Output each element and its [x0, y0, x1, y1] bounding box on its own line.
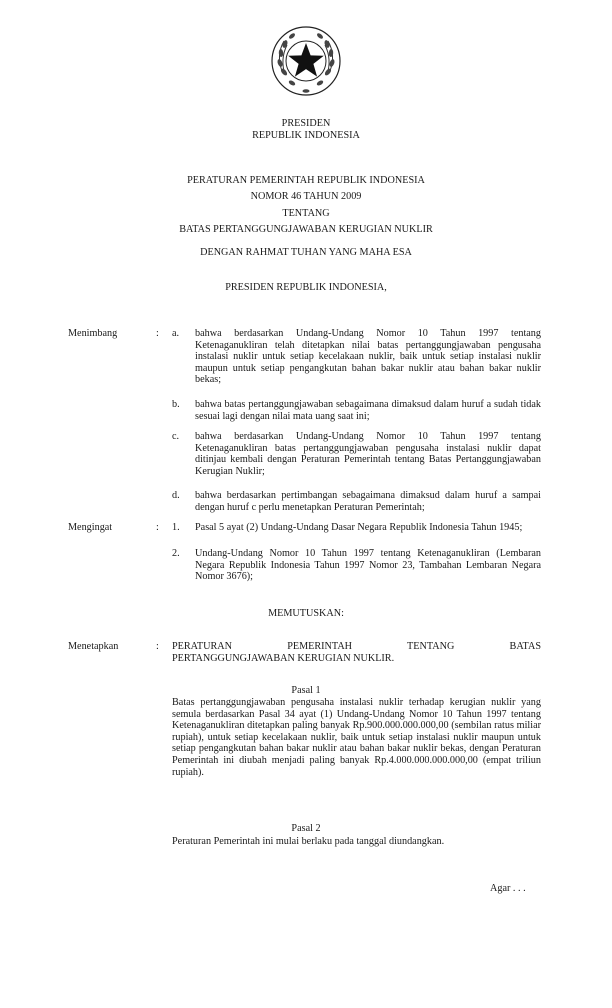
pasal-2-title: Pasal 2 [291, 823, 321, 834]
menimbang-marker-d: d. [172, 490, 180, 501]
pasal-1-title: Pasal 1 [291, 685, 321, 696]
title-peraturan: PERATURAN PEMERINTAH REPUBLIK INDONESIA [187, 175, 425, 186]
menimbang-item-d: bahwa berdasarkan pertimbangan sebagaimana dimaksud dalam huruf a sampai dengan huruf c perlu menetapkan Peraturan Pemerintah; [195, 490, 541, 513]
menimbang-marker-a: a. [172, 328, 180, 339]
menimbang-item-a: bahwa berdasarkan Undang-Undang Nomor 10 Tahun 1997 tentang Ketenaganukliran telah ditetapkan nilai batas pertanggungjawaban pengusaha instalasi nuklir untuk setiap kecelakaan nuklir, baik untuk setiap instalasi nuklir maupun untuk setiap pengangkutan bahan bakar nuklir atau bahan bakar nuklir bekas; [195, 328, 541, 386]
mengingat-colon: : [156, 522, 159, 533]
menimbang-marker-b: b. [172, 399, 180, 410]
header-republik-indonesia: REPUBLIK INDONESIA [252, 130, 360, 141]
title-tentang: TENTANG [282, 208, 330, 219]
menimbang-item-b: bahwa batas pertanggungjawaban sebagaimana dimaksud dalam huruf a sudah tidak sesuai lagi dengan nilai mata uang saat ini; [195, 399, 541, 422]
mengingat-label: Mengingat [68, 522, 113, 533]
presidential-star-emblem-icon [270, 25, 342, 97]
mengingat-item-1: Pasal 5 ayat (2) Undang-Undang Dasar Negara Republik Indonesia Tahun 1945; [195, 522, 523, 533]
mengingat-item-2: Undang-Undang Nomor 10 Tahun 1997 tentang Ketenaganukliran (Lembaran Negara Republik Indonesia Tahun 1997 Nomor 23, Tambahan Lembaran Negara Nomor 3676); [195, 548, 541, 583]
menetapkan-label: Menetapkan [68, 641, 119, 652]
title-subject: BATAS PERTANGGUNGJAWABAN KERUGIAN NUKLIR [179, 224, 433, 235]
pasal-1-text: Batas pertanggungjawaban pengusaha instalasi nuklir terhadap kerugian nuklir yang semula berdasarkan Pasal 34 ayat (1) Undang-Undang Nomor 10 Tahun 1997 tentang Ketenaganukliran ditetapkan paling banyak Rp.900.000.000.000,00 (sembilan ratus miliar rupiah), untuk setiap kecelakaan nuklir, baik untuk setiap instalasi nuklir maupun untuk setiap pengangkutan bahan bakar nuklir atau bahan bakar nuklir bekas, dengan Peraturan Pemerintah ini diubah menjadi paling banyak Rp.4.000.000.000.000,00 (empat triliun rupiah). [172, 697, 541, 778]
title-rahmat: DENGAN RAHMAT TUHAN YANG MAHA ESA [200, 247, 412, 258]
menetapkan-colon: : [156, 641, 159, 652]
title-presiden: PRESIDEN REPUBLIK INDONESIA, [225, 282, 387, 293]
menetapkan-line-2: PERTANGGUNGJAWABAN KERUGIAN NUKLIR. [172, 653, 395, 664]
menimbang-label: Menimbang [68, 328, 118, 339]
memutuskan-heading: MEMUTUSKAN: [268, 608, 344, 619]
header-presiden: PRESIDEN [281, 118, 331, 129]
pasal-2-text: Peraturan Pemerintah ini mulai berlaku pada tanggal diundangkan. [172, 836, 445, 847]
continuation-text: Agar . . . [490, 883, 526, 894]
menimbang-colon: : [156, 328, 159, 339]
menimbang-marker-c: c. [172, 431, 180, 442]
menimbang-item-c: bahwa berdasarkan Undang-Undang Nomor 10 Tahun 1997 tentang Ketenaganukliran batas pertanggungjawaban pengusaha instalasi nuklir dapat ditinjau kembali dengan Peraturan Pemerintah tentang Batas Pertanggungjawaban Kerugian Nuklir; [195, 431, 541, 477]
mengingat-marker-1: 1. [172, 522, 180, 533]
mengingat-marker-2: 2. [172, 548, 180, 559]
menetapkan-line-1: PERATURAN PEMERINTAH TENTANG BATAS [172, 641, 541, 652]
title-nomor: NOMOR 46 TAHUN 2009 [250, 191, 362, 202]
